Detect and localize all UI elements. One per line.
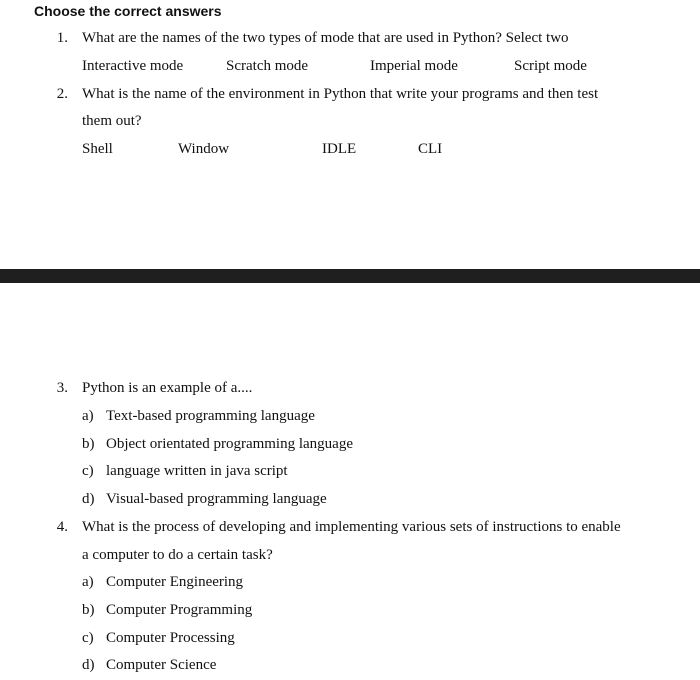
- question-4-option-c-letter: c): [82, 630, 94, 646]
- question-3-option-b[interactable]: Object orientated programming language: [106, 436, 353, 452]
- question-4-option-b[interactable]: Computer Programming: [106, 602, 253, 618]
- question-2-number: 2.: [56, 86, 68, 102]
- question-3-number: 3.: [56, 380, 68, 396]
- question-3-option-d[interactable]: Visual-based programming language: [106, 491, 327, 507]
- question-4-option-d[interactable]: Computer Science: [106, 657, 217, 673]
- question-1-option-scratch-mode[interactable]: Scratch mode: [226, 58, 309, 74]
- question-3-option-a[interactable]: Text-based programming language: [106, 408, 315, 424]
- question-3-option-d-letter: d): [82, 491, 95, 507]
- question-1-option-interactive-mode[interactable]: Interactive mode: [82, 58, 184, 74]
- question-4-option-a[interactable]: Computer Engineering: [106, 574, 244, 590]
- question-2-option-shell[interactable]: Shell: [82, 141, 113, 157]
- question-1-number: 1.: [56, 30, 68, 46]
- question-1-option-imperial-mode[interactable]: Imperial mode: [370, 58, 458, 74]
- question-3-option-a-letter: a): [82, 408, 94, 424]
- question-1-option-script-mode[interactable]: Script mode: [514, 58, 587, 74]
- question-2-option-cli[interactable]: CLI: [418, 141, 443, 157]
- question-4-number: 4.: [56, 519, 68, 535]
- page-title: Choose the correct answers: [34, 3, 222, 19]
- question-2-text-line-2: them out?: [82, 113, 142, 129]
- question-2-option-idle[interactable]: IDLE: [322, 141, 357, 157]
- question-4-option-d-letter: d): [82, 657, 95, 673]
- question-4-option-c[interactable]: Computer Processing: [106, 630, 235, 646]
- question-2-option-window[interactable]: Window: [178, 141, 230, 157]
- question-3-option-c[interactable]: language written in java script: [106, 463, 288, 479]
- section-divider: [0, 269, 700, 283]
- question-2-text-line-1: What is the name of the environment in Python that write your programs and then test: [82, 86, 599, 102]
- question-3-option-c-letter: c): [82, 463, 94, 479]
- question-4-option-a-letter: a): [82, 574, 94, 590]
- question-3-option-b-letter: b): [82, 436, 95, 452]
- question-4-text-line-2: a computer to do a certain task?: [82, 547, 273, 563]
- question-4-option-b-letter: b): [82, 602, 95, 618]
- question-1-text: What are the names of the two types of mode that are used in Python? Select two: [82, 30, 569, 46]
- question-3-text: Python is an example of a....: [82, 380, 253, 396]
- question-4-text-line-1: What is the process of developing and implementing various sets of instructions to enable: [82, 519, 621, 535]
